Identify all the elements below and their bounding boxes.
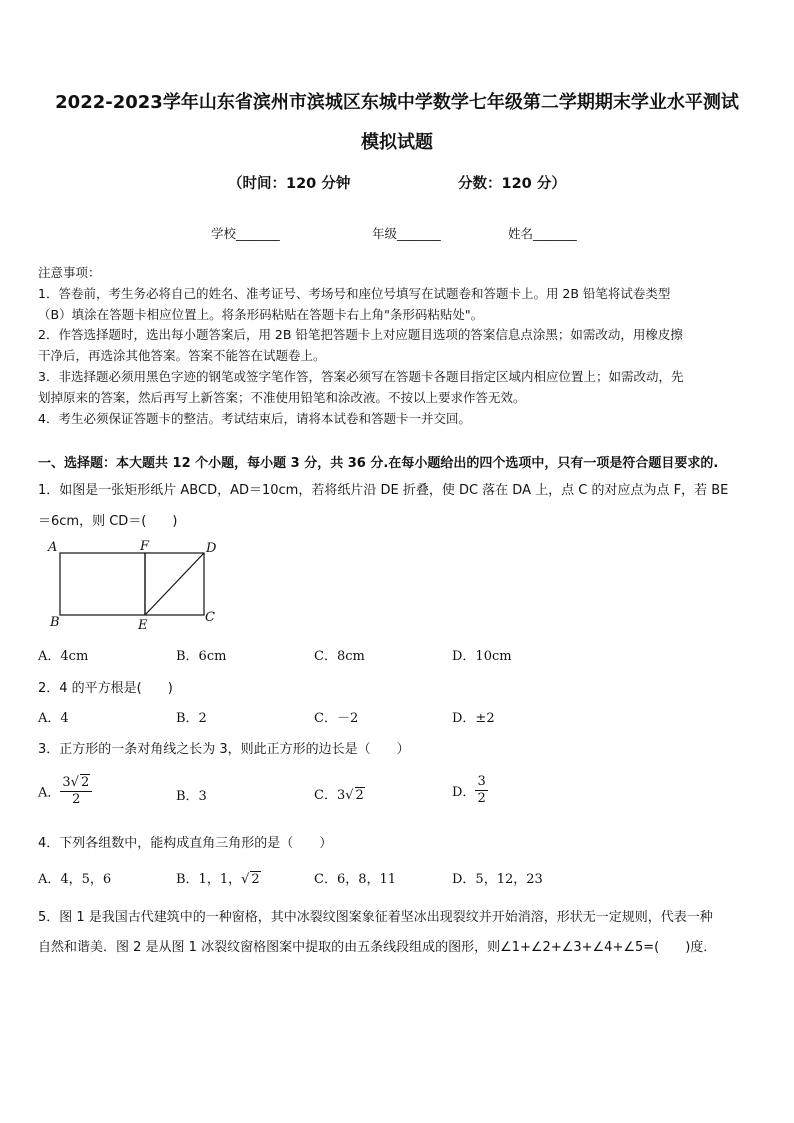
q5-stem-line1: 5．图 1 是我国古代建筑中的一种窗格，其中冰裂纹图案象征着坚冰出现裂纹并开始消溶，形状无一定规则，代表一种 <box>38 910 713 925</box>
section-heading: 一、选择题：本大题共 12 个小题，每小题 3 分，共 36 分.在每小题给出的四个选项中，只有一项是符合题目要求的. <box>38 456 719 471</box>
q3-option-d-fraction <box>475 774 487 807</box>
notes-line: 3．非选择题必须用黑色字迹的钢笔或签字笔作答，答案必须写在答题卡各题目指定区域内相应位置上；如需改动，先 <box>38 368 684 384</box>
q2-stem: 2．4 的平方根是( ) <box>38 681 173 696</box>
q3-option-c <box>314 784 365 803</box>
q4-b-radicand: 2 <box>251 872 260 887</box>
exam-time: （时间：120 分钟 <box>228 176 351 192</box>
q3-c-radicand: 2 <box>355 788 364 803</box>
q3-d-numerator: 3 <box>477 774 486 789</box>
q2-option-d: D．±2 <box>452 711 495 726</box>
school-field: 学校_______ <box>211 226 280 241</box>
q3-a-radicand: 2 <box>80 775 90 790</box>
notes-line: 2．作答选择题时，选出每小题答案后，用 2B 铅笔把答题卡上对应题目选项的答案信息点涂黑；如需改动，用橡皮擦 <box>38 327 683 343</box>
segment-de <box>145 553 204 615</box>
notes-line: 1．答卷前，考生务必将自己的姓名、准考证号、考场号和座位号填写在试题卷和答题卡上。用 2B 铅笔将试卷类型 <box>38 285 671 301</box>
notes-heading: 注意事项： <box>38 265 101 280</box>
exam-score: 分数：120 分） <box>458 176 566 192</box>
sqrt-symbol: √ <box>345 788 354 803</box>
q3-stem: 3．正方形的一条对角线之长为 3，则此正方形的边长是（ ） <box>38 742 410 757</box>
q3-d-denominator: 2 <box>477 791 486 806</box>
q3-option-a-fraction <box>60 774 92 808</box>
q2-option-b: B．2 <box>176 711 207 726</box>
page-title-line2: 模拟试题 <box>361 132 433 153</box>
q1-option-d: D．10cm <box>452 649 512 664</box>
fig-label-b: B <box>50 615 60 630</box>
q4-option-b <box>176 868 261 887</box>
fig-label-f: F <box>140 539 150 554</box>
rect-abcd <box>60 553 204 615</box>
q1-option-b: B．6cm <box>176 649 227 664</box>
q3-option-d-prefix: D． <box>452 785 476 800</box>
grade-field: 年级_______ <box>372 226 441 241</box>
q3-option-d <box>452 774 488 807</box>
notes-line: 干净后，再选涂其他答案。答案不能答在试题卷上。 <box>38 348 326 364</box>
q4-option-d: D．5，12，23 <box>452 872 543 887</box>
q3-a-denominator: 2 <box>72 792 81 807</box>
fig-label-a: A <box>48 540 58 555</box>
q4-option-a: A．4，5，6 <box>38 872 112 887</box>
notes-line: （B）填涂在答题卡相应位置上。将条形码粘贴在答题卡右上角"条形码粘贴处"。 <box>38 306 484 322</box>
q4-option-b-prefix: B．1，1， <box>176 872 242 887</box>
q2-option-c: C．－2 <box>314 711 359 726</box>
q3-option-a-prefix: A． <box>38 785 61 801</box>
q4-stem: 4．下列各组数中，能构成直角三角形的是（ ） <box>38 836 333 851</box>
sqrt-symbol: √ <box>70 775 79 790</box>
q4-option-c: C．6，8，11 <box>314 872 397 887</box>
q1-option-c: C．8cm <box>314 649 365 664</box>
q1-option-a: A．4cm <box>38 649 89 664</box>
q3-option-c-prefix: C． <box>314 788 337 803</box>
q1-stem-line1: 1．如图是一张矩形纸片 ABCD，AD＝10cm，若将纸片沿 DE 折叠，使 DC 落在 DA 上，点 C 的对应点为点 F，若 BE <box>38 483 729 498</box>
fig-label-c: C <box>205 610 215 625</box>
q5-stem-line2: 自然和谐美．图 2 是从图 1 冰裂纹窗格图案中提取的由五条线段组成的图形，则∠1+∠2+∠3+∠4+∠5=( )度． <box>38 940 717 955</box>
name-field: 姓名_______ <box>508 226 577 241</box>
notes-line: 划掉原来的答案，然后再写上新答案；不准使用铅笔和涂改液。不按以上要求作答无效。 <box>38 389 526 405</box>
fig-label-d: D <box>206 541 217 556</box>
q3-option-a <box>38 774 92 808</box>
notes-block <box>38 263 758 429</box>
q3-c-coef: 3 <box>336 788 346 803</box>
q2-option-a: A．4 <box>38 711 69 726</box>
page-title-line1: 2022-2023学年山东省滨州市滨城区东城中学数学七年级第二学期期末学业水平测试 <box>55 92 739 113</box>
q3-option-b: B．3 <box>176 789 207 804</box>
q1-stem-line2: ＝6cm，则 CD＝( ) <box>38 514 178 529</box>
notes-line: 4．考生必须保证答题卡的整洁。考试结束后，请将本试卷和答题卡一并交回。 <box>38 410 471 426</box>
sqrt-symbol: √ <box>241 872 250 887</box>
q3-a-coef: 3 <box>62 775 71 790</box>
fig-label-e: E <box>138 618 148 633</box>
